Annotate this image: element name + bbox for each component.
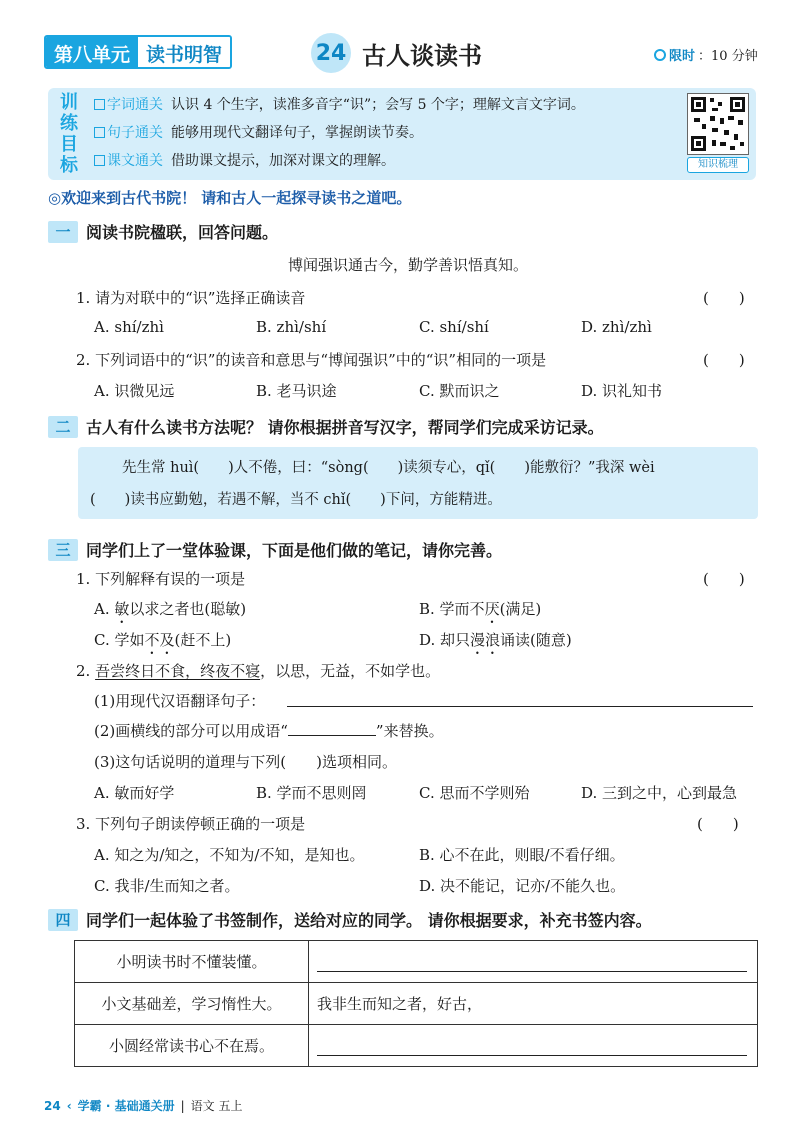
answer-line[interactable] [287,706,753,707]
answer-line[interactable] [317,952,747,972]
pinyin-line[interactable]: 先生常 huì( )人不倦，曰：“sòng( )读须专心，qǐ( )能敷衍？”我深 wèi [122,460,655,476]
question-text: 3. 下列句子朗读停顿正确的一项是 [76,815,306,833]
answer-paren[interactable]: ( ) [703,351,745,369]
checkbox-icon[interactable] [94,127,105,138]
option[interactable]: B. 学而不厌(满足) [419,600,542,618]
option[interactable]: D. 识礼知书 [581,382,663,400]
option[interactable]: A. 敏以求之者也(聪敏) [94,600,247,618]
option[interactable]: A. 知之为/知之，不知为/不知，是知也。 [94,846,365,864]
table-row [75,983,758,1025]
table-cell[interactable] [309,1025,758,1067]
goal-row: 字词通关 认识 4 个生字，读准多音字“识”；会写 5 个字；理解文言文字词。 [94,93,585,115]
bookmark-table [74,940,758,1067]
goal-text: 借助课文提示，加深对课文的理解。 [171,153,395,169]
table-row [75,941,758,983]
option[interactable]: A. 敏而好学 [94,784,175,802]
option[interactable]: D. 却只漫浪诵读(随意) [419,631,572,649]
option[interactable]: D. 决不能记，记亦/不能久也。 [419,877,626,895]
section-title: 阅读书院楹联，回答问题。 [86,223,279,242]
option[interactable]: C. 我非/生而知之者。 [94,877,240,895]
goals-label: 训 练 目 标 [60,92,78,176]
timer [654,45,758,64]
timer-value: ：10 分钟 [698,49,758,64]
option[interactable]: B. 学而不思则罔 [256,784,367,802]
section-title: 古人有什么读书方法呢？ 请你根据拼音写汉字，帮同学们完成采访记录。 [86,418,604,437]
qr-code-icon[interactable] [687,93,749,155]
option[interactable]: C. 学如不及(赶不上) [94,631,232,649]
section-number: 一 [48,221,78,243]
pinyin-line[interactable]: ( )读书应勤勉，若遇不解，当不 chǐ( )下问，方能精进。 [90,492,502,508]
timer-label: 限时 [669,49,696,64]
welcome-text: ◎欢迎来到古代书院！ 请和古人一起探寻读书之道吧。 [48,189,412,207]
table-cell: 小文基础差，学习惰性大。 [75,983,309,1025]
option[interactable]: C. 默而识之 [419,382,500,400]
goal-row: 句子通关 能够用现代文翻译句子，掌握朗读节奏。 [94,121,423,143]
checkbox-icon[interactable] [94,99,105,110]
checkbox-icon[interactable] [94,155,105,166]
goal-text: 认识 4 个生字，读准多音字“识”；会写 5 个字；理解文言文字词。 [171,97,585,113]
option[interactable]: B. 心不在此，则眼/不看仔细。 [419,846,625,864]
answer-line[interactable] [317,1036,747,1056]
section-number: 四 [48,909,78,931]
sub-question: (1)用现代汉语翻译句子： [94,692,266,710]
answer-paren[interactable]: ( ) [697,815,739,833]
section-1-header [48,220,278,243]
separator: | [180,1098,185,1113]
unit-badge [44,35,232,69]
option[interactable]: A. 识微见远 [94,382,175,400]
answer-paren[interactable]: ( ) [703,570,745,588]
option[interactable]: B. 老马识途 [256,382,337,400]
section-2-header [48,415,604,438]
goal-row: 课文通关 借助课文提示，加深对课文的理解。 [94,149,395,171]
sub-question: (2)画横线的部分可以用成语“ ”来替换。 [94,722,444,740]
table-cell[interactable] [309,983,758,1025]
question-text: 1. 请为对联中的“识”选择正确读音 [76,289,306,307]
answer-paren[interactable]: ( ) [703,289,745,307]
option[interactable]: A. shí/zhì [94,318,164,336]
lesson-title: 古人谈读书 [362,42,482,70]
table-cell: 小圆经常读书心不在焉。 [75,1025,309,1067]
goal-text: 能够用现代文翻译句子，掌握朗读节奏。 [171,125,423,141]
subject: 语文 五上 [190,1099,243,1113]
couplet: 博闻强识通古今，勤学善识悟真知。 [288,256,529,274]
section-title: 同学们一起体验了书签制作，送给对应的同学。 请你根据要求，补充书签内容。 [86,911,652,930]
option[interactable]: D. 三到之中，心到最急 [581,784,738,802]
option[interactable]: D. zhì/zhì [581,318,652,336]
section-number: 二 [48,416,78,438]
page-number: 24 [44,1098,61,1113]
bookmark-text: 我非生而知之者，好古， [317,995,483,1013]
chevron-left-icon: ‹ [66,1098,72,1113]
section-3-header [48,538,502,561]
section-title: 同学们上了一堂体验课，下面是他们做的笔记，请你完善。 [86,541,503,560]
table-cell[interactable] [309,941,758,983]
qr-caption: 知识梳理 [687,157,749,173]
option[interactable]: B. zhì/shí [256,318,327,336]
footer [44,1097,242,1114]
option[interactable]: C. shí/shí [419,318,489,336]
question-text: 2. 下列词语中的“识”的读音和意思与“博闻强识”中的“识”相同的一项是 [76,351,547,369]
question-text: 2. 吾尝终日不食，终夜不寝，以思，无益，不如学也。 [76,662,441,680]
clock-icon [654,49,666,61]
table-row [75,1025,758,1067]
table-cell: 小明读书时不懂装懂。 [75,941,309,983]
option[interactable]: C. 思而不学则殆 [419,784,530,802]
section-4-header [48,908,652,931]
sub-question[interactable]: (3)这句话说明的道理与下列( )选项相同。 [94,753,397,771]
lesson-number: 24 [311,33,351,73]
brand: 学霸 · 基础通关册 [77,1099,175,1113]
question-text: 1. 下列解释有误的一项是 [76,570,246,588]
theme-label: 读书明智 [138,37,230,67]
section-number: 三 [48,539,78,561]
answer-line[interactable] [288,722,376,736]
unit-label: 第八单元 [46,37,138,67]
